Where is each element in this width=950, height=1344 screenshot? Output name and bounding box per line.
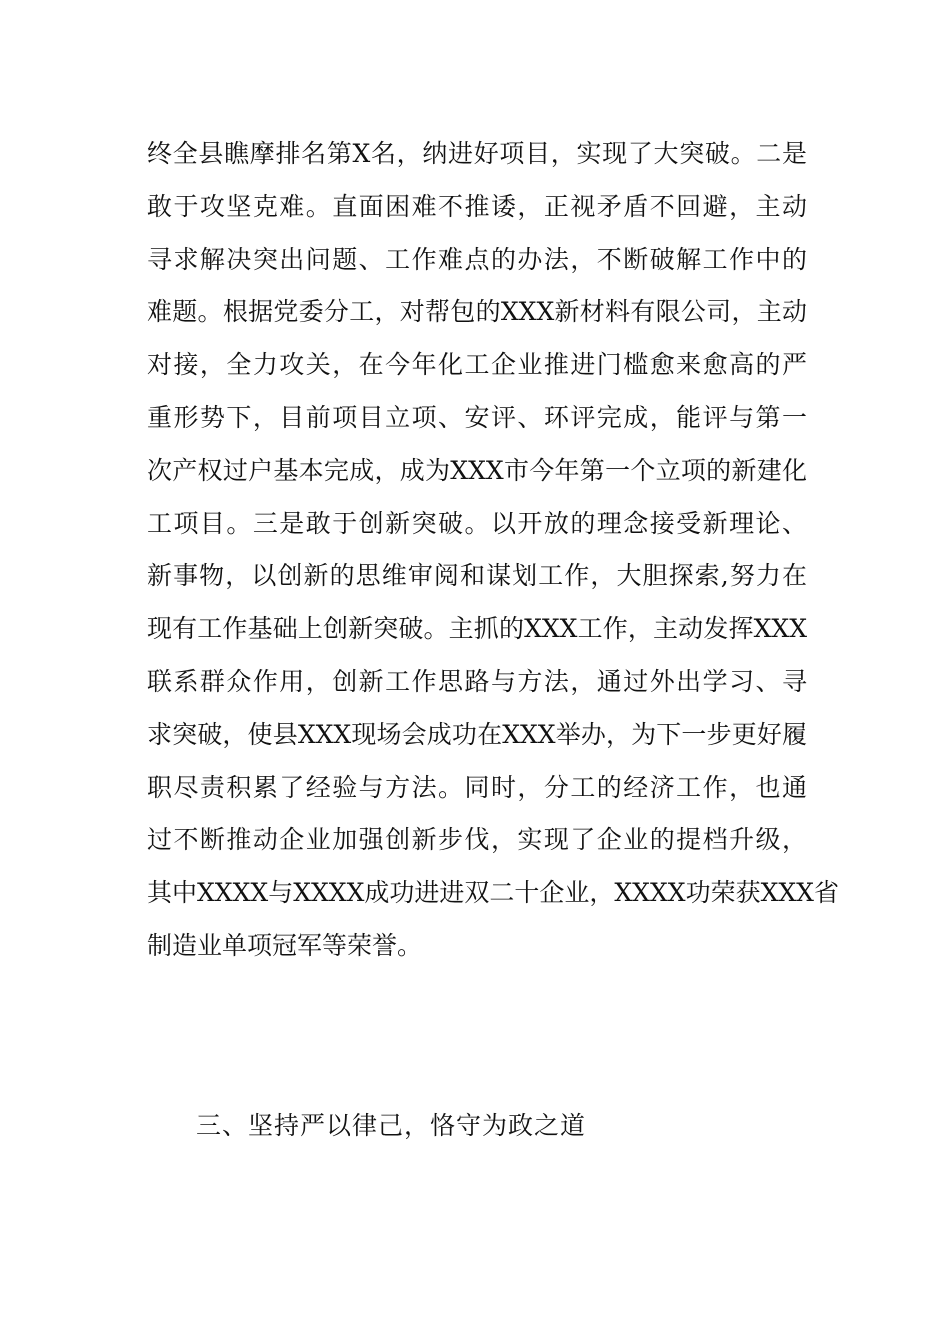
paragraph-line: 职尽责积累了经验与方法。同时，分工的经济工作，也通 [147,772,807,802]
paragraph-line: 求突破，使县XXX现场会成功在XXX举办，为下一步更好履 [147,719,807,749]
paragraph-line: 过不断推动企业加强创新步伐，实现了企业的提档升级， [147,825,807,855]
paragraph-line: 寻求解决突出问题、工作难点的办法，不断破解工作中的 [147,244,807,274]
paragraph-line: 制造业单项冠军等荣誉。 [147,930,423,960]
paragraph-line: 联系群众作用，创新工作思路与方法，通过外出学习、寻 [147,666,807,696]
paragraph-line: 终全县瞧摩排名第X名，纳进好项目，实现了大突破。二是 [147,139,807,168]
paragraph-line: 对接，全力攻关，在今年化工企业推进门槛愈来愈高的严 [147,350,807,380]
paragraph-line: 敢于攻坚克难。直面困难不推诿，正视矛盾不回避，主动 [147,191,807,221]
paragraph-line: 难题。根据党委分工，对帮包的XXX新材料有限公司，主动 [147,297,807,327]
section-heading: 三、坚持严以律己，恪守为政之道 [196,1111,587,1140]
paragraph-line: 其中XXXX与XXXX成功进进双二十企业，XXXX功荣获XXX省 [147,878,839,908]
paragraph-line: 新事物，以创新的思维审阅和谋划工作，大胆探索,努力在 [147,561,807,591]
paragraph-line: 工项目。三是敢于创新突破。以开放的理念接受新理论、 [147,508,807,538]
body-paragraph [147,128,839,973]
paragraph-line: 次产权过户基本完成，成为XXX市今年第一个立项的新建化 [147,455,807,485]
paragraph-line: 重形势下，目前项目立项、安评、环评完成，能评与第一 [147,402,807,432]
paragraph-line: 现有工作基础上创新突破。主抓的XXX工作，主动发挥XXX [147,614,807,644]
